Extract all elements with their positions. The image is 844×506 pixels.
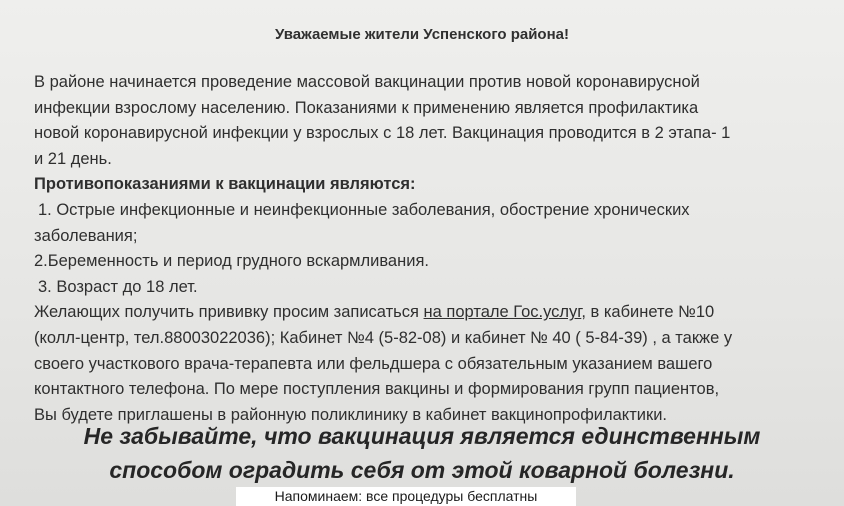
intro-line: В районе начинается проведение массовой вакцинации против новой коронавирусной bbox=[34, 73, 700, 91]
contraindication-item: 3. Возраст до 18 лет. bbox=[38, 277, 198, 296]
footer-reminder: Напоминаем: все процедуры бесплатны bbox=[236, 487, 576, 506]
intro-line: и 21 день. bbox=[34, 149, 112, 168]
signup-line: контактного телефона. По мере поступления вакцины и формирования групп пациентов, bbox=[34, 380, 720, 399]
signup-line: (колл-центр, тел.88003022036); Кабинет №4 (5-82-08) и кабинет № 40 ( 5-84-39) , а также у bbox=[34, 328, 733, 347]
signup-line: своего участкового врача-терапевта или фельдшера с обязательным указанием вашего bbox=[34, 354, 713, 373]
signup-line: Вы будете приглашены в районную поликлинику в кабинет вакцинопрофилактики. bbox=[34, 405, 667, 424]
signup-prefix: Желающих получить прививку просим записаться bbox=[34, 303, 424, 322]
signup-line bbox=[34, 300, 824, 326]
notice-title: Уважаемые жители Успенского района! bbox=[275, 26, 569, 43]
contraindications-heading: Противопоказаниями к вакцинации являются: bbox=[34, 175, 416, 194]
intro-line: новой коронавирусной инфекции у взрослых с 18 лет. Вакцинация проводится в 2 этапа- 1 bbox=[34, 124, 731, 143]
contraindication-item: 1. Острые инфекционные и неинфекционные заболевания, обострение хронических bbox=[38, 200, 690, 219]
contraindication-item: заболевания; bbox=[34, 226, 138, 245]
contraindication-item: 2.Беременность и период грудного вскармливания. bbox=[34, 252, 429, 271]
signup-suffix: , в кабинете №10 bbox=[581, 303, 715, 322]
notice-body bbox=[34, 70, 824, 428]
intro-line: инфекции взрослому населению. Показаниями к применению является профилактика bbox=[34, 98, 699, 117]
slogan-line: Не забывайте, что вакцинация является единственным bbox=[83, 423, 761, 449]
gosuslugi-link[interactable]: на портале Гос.услуг bbox=[423, 303, 582, 322]
slogan-line: способом оградить себя от этой коварной болезни. bbox=[109, 457, 735, 483]
